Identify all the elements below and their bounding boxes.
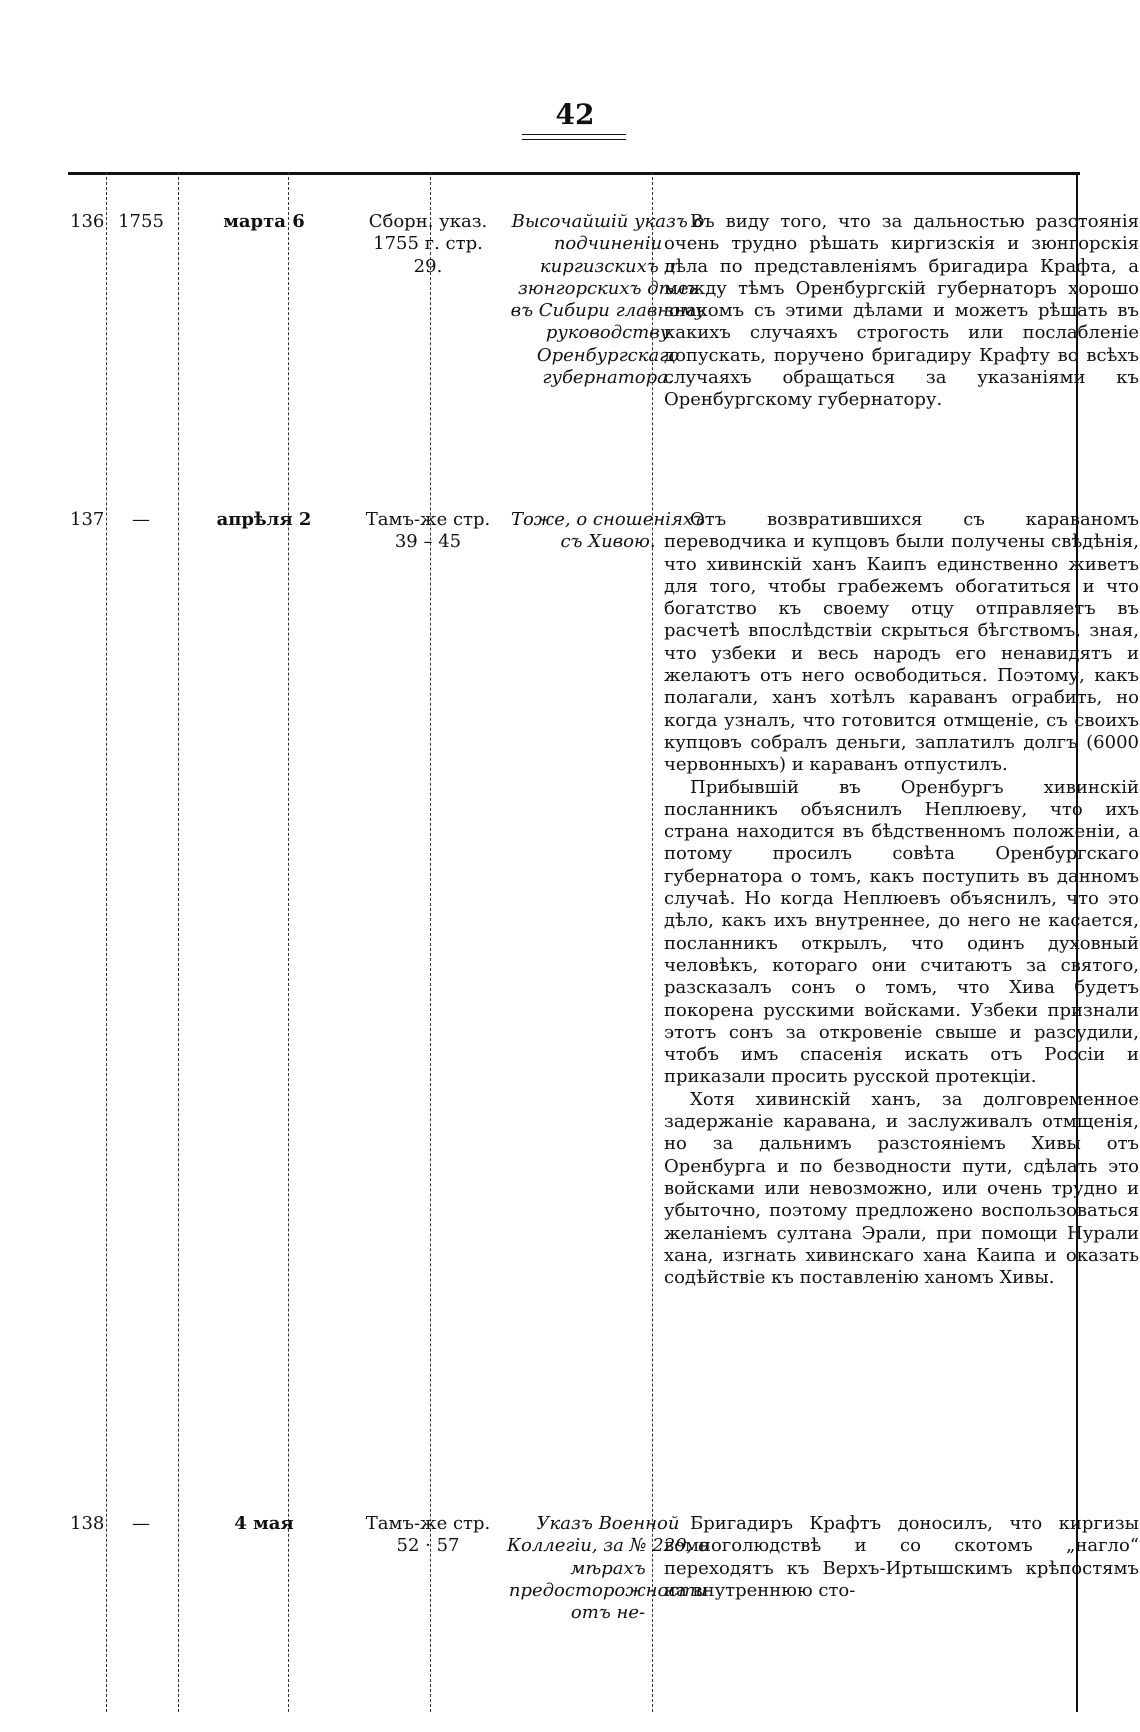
column-divider [652,172,653,1712]
column-divider [178,172,179,1712]
entry-date: апрѣля 2 [216,509,312,530]
entry-year: — [132,509,150,530]
entry-number: 138 [70,1513,105,1534]
column-divider [106,172,107,1712]
entry-summary [664,1513,1139,1602]
entry-date: 4 мая [234,1513,294,1534]
entry-number: 136 [70,211,105,232]
entry-title: Тоже, о сношеніяхъ съ Хивою. [510,509,706,553]
summary-paragraph: Прибывшій въ Оренбургъ хивинскій посланникъ объяснилъ Неплюеву, что ихъ страна находится въ бѣдственномъ положеніи, а потому просилъ совѣта Оренбургскаго губернатора о томъ, какъ поступить въ данномъ случаѣ. Но когда Неплюевъ объяснилъ, что это дѣло, какъ ихъ внутреннее, до него не касается, посланникъ открылъ, что одинъ духовный человѣкъ, котораго они считаютъ за святого, разсказалъ сонъ о томъ, что Хива будетъ покорена русскими войсками. Узбеки признали этотъ сонъ за откровеніе свыше и разсудили, чтобъ имъ спасенія искать отъ Россіи и приказали просить русской протекціи. [664,776,1139,1088]
page-number-underline-second [522,139,626,140]
summary-paragraph: Бригадиръ Крафтъ доносилъ, что киргизы вомноголюдствѣ и со скотомъ „нагло“ переходятъ къ Верхъ-Иртышскимъ крѣпостямъ на внутреннюю сто- [664,1513,1139,1601]
entry-summary [664,509,1139,1289]
entry-number: 137 [70,509,105,530]
entry-year: 1755 [118,211,164,232]
entry-summary [664,211,1139,412]
page-number: 42 [555,98,595,131]
entry-source: Сборн. указ. 1755 г. стр. 29. [368,211,488,277]
entry-date: марта 6 [223,211,305,232]
column-divider [430,172,431,1712]
table-top-rule [68,172,1080,175]
entry-title: Высочайшій указъ о подчиненіи киргизскихъ и зюнгорскихъ дѣлъ въ Сибири главному руководству Оренбургскаго губернатора. [510,211,706,389]
entry-source: Тамъ-же стр. 39 – 45 [365,509,491,553]
summary-paragraph: Отъ возвратившихся съ караваномъ переводчика и купцовъ были получены свѣдѣнія, что хивинскій ханъ Каипъ единственно живетъ для того, чтобы грабежемъ обогатиться и что богатство къ своему отцу отправляетъ въ расчетѣ впослѣдствіи скрыться бѣгствомъ, зная, что узбеки и весь народъ его ненавидятъ и желаютъ отъ него освободиться. Поэтому, какъ полагали, ханъ хотѣлъ караванъ ограбить, но когда узналъ, что готовится отмщеніе, съ своихъ купцовъ собралъ деньги, заплатилъ долгъ (6000 червонныхъ) и караванъ отпустилъ. [664,509,1139,776]
entry-title: Указъ Военной Коллегіи, за № 229, о мѣрахъ предосторожности отъ не- [507,1513,709,1624]
entry-source: Тамъ-же стр. 52 · 57 [365,1513,491,1557]
summary-paragraph: Въ виду того, что за дальностью разстоянія очень трудно рѣшать киргизскія и зюнгорскія дѣла по представленіямъ бригадира Крафта, а между тѣмъ Оренбургскій губернаторъ хорошо знакомъ съ этими дѣлами и можетъ рѣшать въ какихъ случаяхъ строгость или послабленіе допускать, поручено бригадиру Крафту во всѣхъ случаяхъ обращаться за указаніями къ Оренбургскому губернатору. [664,211,1139,411]
entry-year: — [132,1513,150,1534]
page-number-underline [522,134,626,135]
column-divider [288,172,289,1712]
summary-paragraph: Хотя хивинскій ханъ, за долговременное задержаніе каравана, и заслуживалъ отмщенія, но за дальнимъ разстояніемъ Хивы отъ Оренбурга и по безводности пути, сдѣлать это войсками или невозможно, или очень трудно и убыточно, поэтому предложено воспользоваться желаніемъ султана Эрали, при помощи Нурали хана, изгнать хивинскаго хана Каипа и оказать содѣйствіе къ поставленію ханомъ Хивы. [664,1088,1139,1289]
